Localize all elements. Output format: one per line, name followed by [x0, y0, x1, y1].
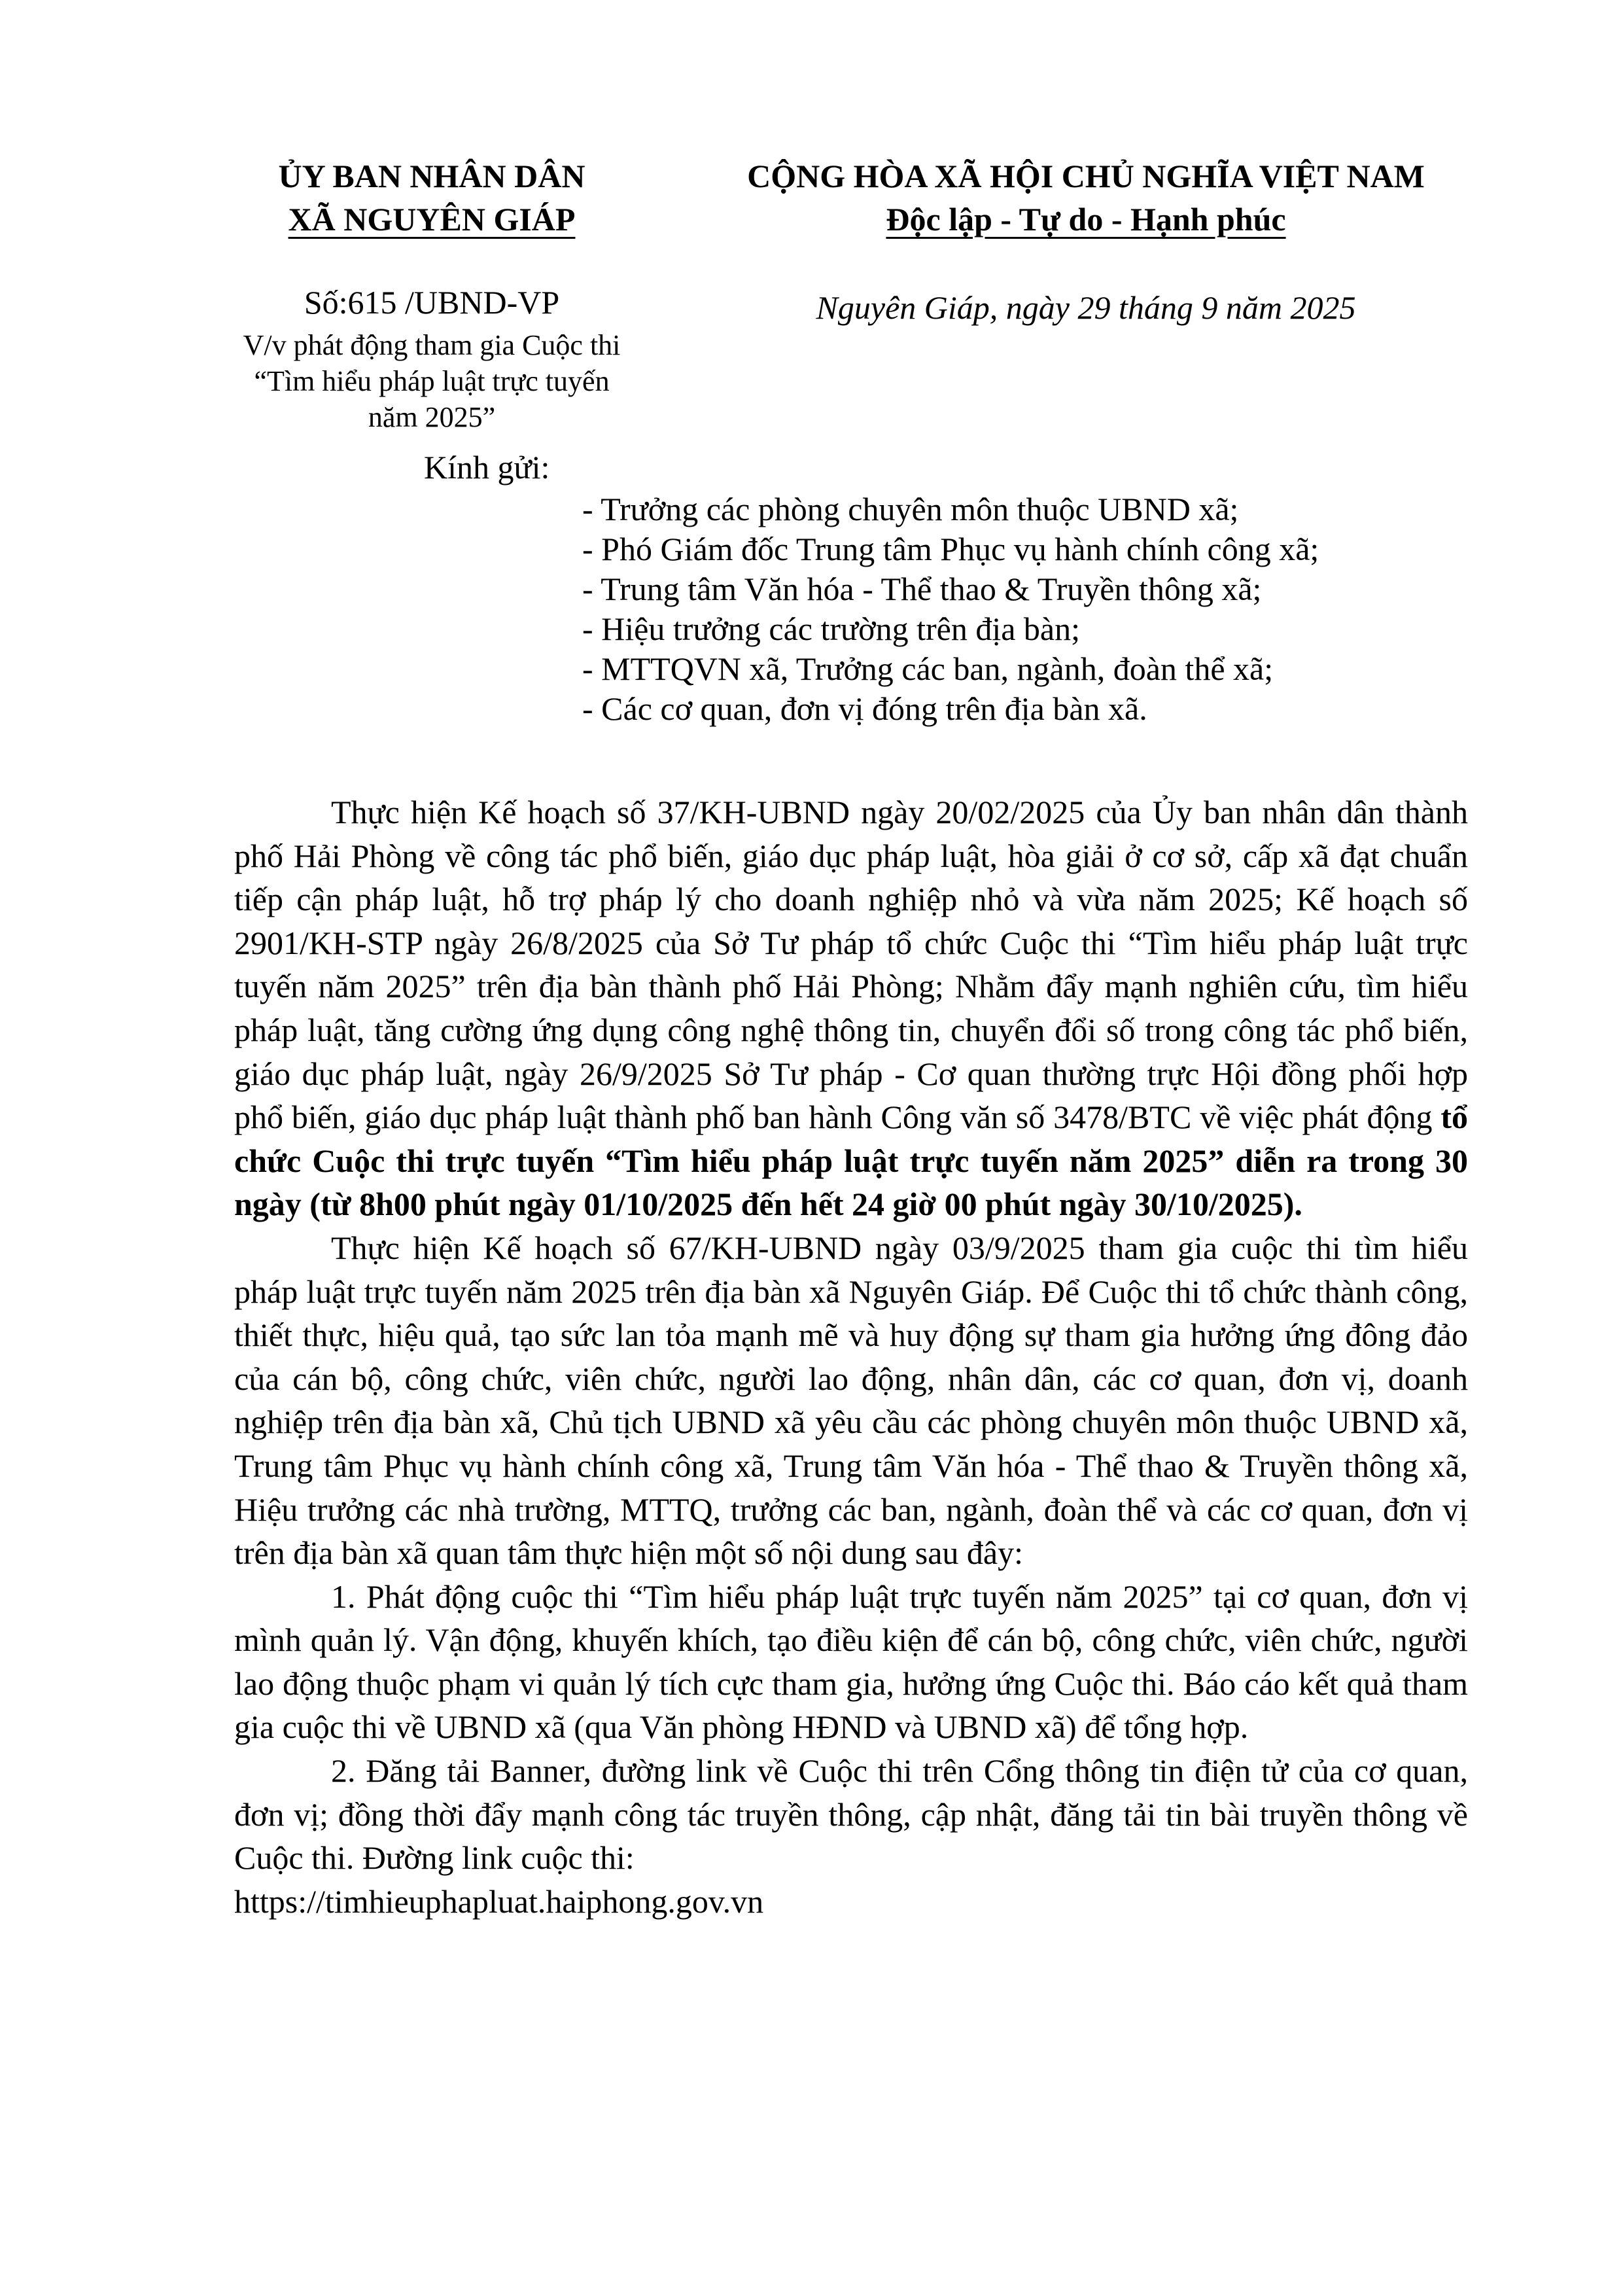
recipient-item: - MTTQVN xã, Trưởng các ban, ngành, đoàn thể xã; — [582, 650, 1274, 687]
subject-line: V/v phát động tham gia Cuộc thi — [243, 329, 621, 361]
recipient-item: - Trưởng các phòng chuyên môn thuộc UBND xã; — [582, 491, 1239, 527]
recipient-item: - Các cơ quan, đơn vị đóng trên địa bàn xã. — [582, 690, 1147, 727]
body-paragraph-2: Thực hiện Kế hoạch số 67/KH-UBND ngày 03/9/2025 tham gia cuộc thi tìm hiểu pháp luật trực tuyến năm 2025 trên địa bàn xã Nguyên Giáp. Để Cuộc thi tổ chức thành công, thiết thực, hiệu quả, tạo sức lan tỏa mạnh mẽ và huy động sự tham gia hưởng ứng đông đảo của cán bộ, công chức, viên chức, người lao động, nhân dân, các cơ quan, đơn vị, doanh nghiệp trên địa bàn xã, Chủ tịch UBND xã yêu cầu các phòng chuyên môn thuộc UBND xã, Trung tâm Phục vụ hành chính công xã, Trung tâm Văn hóa - Thể thao & Truyền thông xã, Hiệu trưởng các nhà trường, MTTQ, trưởng các ban, ngành, đoàn thể và các cơ quan, đơn vị trên địa bàn xã quan tâm thực hiện một số nội dung sau đây: — [234, 1229, 1468, 1572]
recipient-item: - Trung tâm Văn hóa - Thể thao & Truyền thông xã; — [582, 571, 1262, 607]
issue-date: Nguyên Giáp, ngày 29 tháng 9 năm 2025 — [816, 289, 1356, 326]
subject-line: “Tìm hiểu pháp luật trực tuyến — [254, 365, 610, 397]
subject-line: năm 2025” — [368, 401, 496, 433]
agency-header — [209, 154, 654, 241]
body-paragraph-1 — [234, 790, 1468, 1226]
document-subject — [209, 327, 654, 435]
national-title: CỘNG HÒA XÃ HỘI CHỦ NGHĨA VIỆT NAM — [747, 158, 1425, 194]
national-header — [654, 154, 1518, 241]
document-body — [234, 790, 1468, 1923]
contest-link: https://timhieuphapluat.haiphong.gov.vn — [234, 1882, 764, 1920]
salutation: Kính gửi: — [424, 449, 550, 486]
recipient-item: - Hiệu trưởng các trường trên địa bàn; — [582, 610, 1080, 647]
recipient-item: - Phó Giám đốc Trung tâm Phục vụ hành chính công xã; — [582, 531, 1319, 567]
recipient-list — [582, 489, 1498, 729]
document-number: Số:615 /UBND-VP — [304, 284, 560, 321]
agency-name-line2: XÃ NGUYÊN GIÁP — [288, 201, 576, 238]
paragraph-bold-text: tổ chức Cuộc thi trực tuyến “Tìm hiểu pháp luật trực tuyến năm 2025” diễn ra trong 30 ngày (từ 8h00 phút ngày 01/10/2025 đến hết 24 giờ 00 phút ngày 30/10/2025). — [234, 1099, 1469, 1223]
body-paragraph-3: 1. Phát động cuộc thi “Tìm hiểu pháp luật trực tuyến năm 2025” tại cơ quan, đơn vị mình quản lý. Vận động, khuyến khích, tạo điều kiện để cán bộ, công chức, viên chức, người lao động thuộc phạm vi quản lý tích cực tham gia, hưởng ứng Cuộc thi. Báo cáo kết quả tham gia cuộc thi về UBND xã (qua Văn phòng HĐND và UBND xã) để tổng hợp. — [234, 1578, 1468, 1746]
agency-name-line1: ỦY BAN NHÂN DÂN — [278, 158, 585, 194]
body-paragraph-4: 2. Đăng tải Banner, đường link về Cuộc thi trên Cổng thông tin điện tử của cơ quan, đơn vị; đồng thời đẩy mạnh công tác truyền thông, cập nhật, đăng tải tin bài truyền thông về Cuộc thi. Đường link cuộc thi: — [234, 1752, 1468, 1877]
paragraph-text: Thực hiện Kế hoạch số 37/KH-UBND ngày 20/02/2025 của Ủy ban nhân dân thành phố Hải Phòng về công tác phổ biến, giáo dục pháp luật, hòa giải ở cơ sở, cấp xã đạt chuẩn tiếp cận pháp luật, hỗ trợ pháp lý cho doanh nghiệp nhỏ và vừa năm 2025; Kế hoạch số 2901/KH-STP ngày 26/8/2025 của Sở Tư pháp tổ chức Cuộc thi “Tìm hiểu pháp luật trực tuyến năm 2025” trên địa bàn thành phố Hải Phòng; Nhằm đẩy mạnh nghiên cứu, tìm hiểu pháp luật, tăng cường ứng dụng công nghệ thông tin, chuyển đổi số trong công tác phổ biến, giáo dục pháp luật, ngày 26/9/2025 Sở Tư pháp - Cơ quan thường trực Hội đồng phối hợp phổ biến, giáo dục pháp luật thành phố ban hành Công văn số 3478/BTC về việc phát động — [234, 794, 1468, 1136]
national-motto: Độc lập - Tự do - Hạnh phúc — [886, 201, 1286, 238]
